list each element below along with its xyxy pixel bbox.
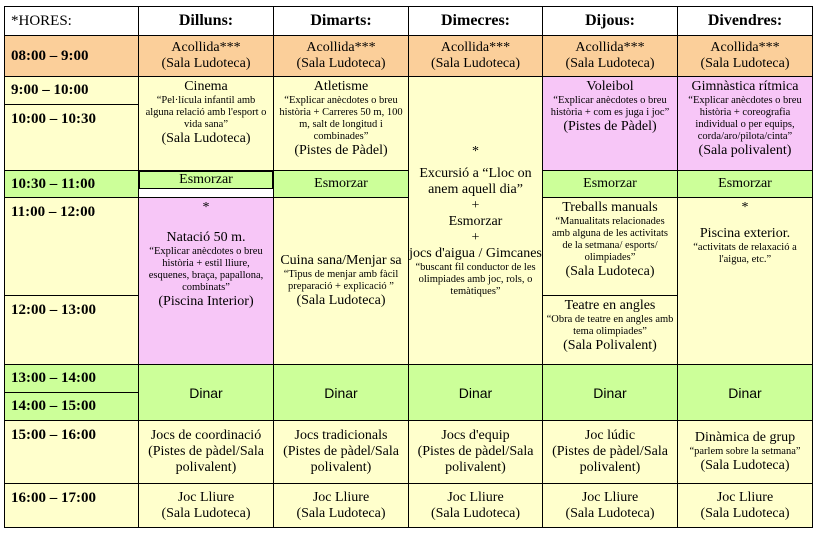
excursion-line2: Esmorzar bbox=[448, 213, 503, 229]
coordination-games-cell bbox=[139, 421, 274, 484]
lunch-monday: Dinar bbox=[139, 365, 274, 421]
rhythmic-gym-place: (Sala polivalent) bbox=[698, 143, 792, 158]
excursion-line1: Excursió a “Lloc on anem aquell dia” bbox=[419, 165, 532, 197]
free-play-place: (Sala Ludoteca) bbox=[296, 505, 386, 521]
team-games-title: Jocs d'equip bbox=[441, 428, 510, 443]
day-header-monday: Dilluns: bbox=[139, 7, 274, 36]
outdoor-pool-desc: “activitats de relaxació a l'aigua, etc.” bbox=[693, 242, 797, 265]
welcome-place: (Sala Ludoteca) bbox=[430, 56, 520, 71]
welcome-tuesday bbox=[274, 36, 409, 77]
time-0900: 9:00 – 10:00 bbox=[5, 77, 139, 105]
swimming-star: * bbox=[202, 200, 210, 215]
time-1000: 10:00 – 10:30 bbox=[5, 105, 139, 171]
time-1500: 15:00 – 16:00 bbox=[5, 421, 139, 484]
rhythmic-gym-desc: “Explicar anècdotes o breu història + coreografia individual o per equips, corda/aro/pilota/cinta” bbox=[688, 95, 802, 142]
lunch-tuesday: Dinar bbox=[274, 365, 409, 421]
row-1500 bbox=[5, 421, 813, 484]
swimming-desc: “Explicar anècdotes o breu història + estil lliure, esquenes, braça, papallona, combinats” bbox=[148, 246, 264, 293]
traditional-games-place: (Pistes de pàdel/Sala polivalent) bbox=[283, 444, 399, 475]
cinema-place: (Sala Ludoteca) bbox=[161, 131, 251, 146]
time-1300: 13:00 – 14:00 bbox=[5, 365, 139, 393]
swimming-place: (Piscina Interior) bbox=[158, 294, 254, 309]
free-play-title: Joc Lliure bbox=[447, 489, 504, 505]
row-0900 bbox=[5, 77, 813, 105]
english-theatre-cell bbox=[543, 296, 678, 365]
outdoor-pool-title: Piscina exterior. bbox=[699, 226, 791, 241]
lunch-wednesday: Dinar bbox=[409, 365, 543, 421]
athletics-title: Atletisme bbox=[313, 79, 369, 94]
outdoor-pool-star: * bbox=[741, 200, 749, 215]
rhythmic-gym-title: Gimnàstica rítmica bbox=[691, 79, 799, 94]
free-play-wednesday bbox=[409, 484, 543, 528]
healthy-cooking-desc: “Tipus de menjar amb fàcil preparació + explicació ” bbox=[283, 269, 399, 292]
coordination-games-title: Jocs de coordinació bbox=[150, 428, 262, 443]
welcome-title: Acollida*** bbox=[575, 40, 645, 55]
group-dynamics-title: Dinàmica de grup bbox=[694, 430, 796, 445]
excursion-line3: jocs d'aigua / Gimcanes bbox=[409, 245, 542, 261]
volleyball-desc: “Explicar anècdotes o breu història + com es juga i joc” bbox=[550, 95, 670, 118]
excursion-star: * bbox=[472, 143, 479, 159]
cinema-title: Cinema bbox=[184, 79, 228, 94]
welcome-place: (Sala Ludoteca) bbox=[296, 56, 386, 71]
welcome-friday bbox=[678, 36, 813, 77]
free-play-monday bbox=[139, 484, 274, 528]
athletics-cell bbox=[274, 77, 409, 171]
time-1200: 12:00 – 13:00 bbox=[5, 296, 139, 365]
swimming-cell bbox=[139, 198, 274, 365]
excursion-plus2: + bbox=[471, 229, 480, 245]
free-play-title: Joc Lliure bbox=[716, 489, 774, 505]
excursion-plus1: + bbox=[471, 197, 480, 213]
team-games-cell bbox=[409, 421, 543, 484]
swimming-title: Natació 50 m. bbox=[166, 230, 246, 245]
breakfast-tuesday: Esmorzar bbox=[274, 171, 409, 198]
excursion-cell bbox=[409, 77, 543, 365]
crafts-desc: “Manualitats relacionades amb alguna de les activitats de la setmana/ esports/ olimpiades” bbox=[551, 216, 669, 263]
english-theatre-title: Teatre en angles bbox=[564, 298, 656, 313]
free-play-thursday bbox=[543, 484, 678, 528]
team-games-place: (Pistes de pàdel/Sala polivalent) bbox=[417, 444, 534, 475]
time-1600: 16:00 – 17:00 bbox=[5, 484, 139, 528]
free-play-title: Joc Lliure bbox=[177, 489, 235, 505]
row-1600 bbox=[5, 484, 813, 528]
hours-header: *HORES: bbox=[5, 7, 139, 36]
welcome-thursday bbox=[543, 36, 678, 77]
time-1030: 10:30 – 11:00 bbox=[5, 171, 139, 198]
rhythmic-gym-cell bbox=[678, 77, 813, 171]
welcome-place: (Sala Ludoteca) bbox=[700, 56, 790, 71]
free-play-title: Joc Lliure bbox=[581, 489, 639, 505]
row-1300 bbox=[5, 365, 813, 393]
coordination-games-place: (Pistes de pàdel/Sala polivalent) bbox=[148, 444, 264, 475]
playful-game-title: Joc lúdic bbox=[584, 428, 636, 443]
welcome-title: Acollida*** bbox=[171, 40, 241, 55]
athletics-desc: “Explicar anècdotes o breu història + Carreres 50 m, 100 m, salt de longitud i combinades” bbox=[279, 95, 403, 142]
breakfast-thursday: Esmorzar bbox=[543, 171, 678, 198]
excursion-desc: “buscant fil conductor de les olimpiades amb joc, rols, o temàtiques” bbox=[415, 261, 536, 297]
volleyball-place: (Pistes de Pàdel) bbox=[563, 119, 657, 134]
crafts-place: (Sala Ludoteca) bbox=[565, 264, 655, 279]
volleyball-title: Voleibol bbox=[586, 79, 634, 94]
breakfast-monday: Esmorzar bbox=[139, 171, 273, 189]
group-dynamics-place: (Sala Ludoteca) bbox=[700, 458, 790, 473]
welcome-place: (Sala Ludoteca) bbox=[161, 56, 251, 71]
free-play-place: (Sala Ludoteca) bbox=[430, 505, 520, 521]
welcome-monday bbox=[139, 36, 274, 77]
cinema-cell bbox=[139, 77, 274, 171]
outdoor-pool-cell bbox=[678, 198, 813, 365]
time-0800: 08:00 – 9:00 bbox=[5, 36, 139, 77]
day-header-wednesday: Dimecres: bbox=[409, 7, 543, 36]
english-theatre-desc: “Obra de teatre en angles amb tema olimpiades” bbox=[546, 314, 674, 337]
healthy-cooking-cell bbox=[274, 198, 409, 365]
free-play-place: (Sala Ludoteca) bbox=[565, 505, 655, 521]
crafts-cell bbox=[543, 198, 678, 296]
free-play-place: (Sala Ludoteca) bbox=[161, 505, 251, 521]
free-play-place: (Sala Ludoteca) bbox=[700, 505, 790, 521]
schedule-table bbox=[4, 6, 813, 528]
lunch-friday: Dinar bbox=[678, 365, 813, 421]
crafts-title: Treballs manuals bbox=[562, 200, 658, 215]
welcome-title: Acollida*** bbox=[440, 40, 511, 55]
free-play-title: Joc Lliure bbox=[312, 489, 370, 505]
playful-game-cell bbox=[543, 421, 678, 484]
free-play-tuesday bbox=[274, 484, 409, 528]
english-theatre-place: (Sala Polivalent) bbox=[563, 338, 657, 353]
day-header-thursday: Dijous: bbox=[543, 7, 678, 36]
breakfast-friday: Esmorzar bbox=[678, 171, 813, 198]
group-dynamics-cell bbox=[678, 421, 813, 484]
time-1400: 14:00 – 15:00 bbox=[5, 393, 139, 421]
day-header-friday: Divendres: bbox=[678, 7, 813, 36]
lunch-thursday: Dinar bbox=[543, 365, 678, 421]
cinema-desc: “Pel·lícula infantil amb alguna relació amb l'esport o vida sana” bbox=[145, 95, 267, 130]
welcome-place: (Sala Ludoteca) bbox=[565, 56, 655, 71]
welcome-title: Acollida*** bbox=[306, 40, 376, 55]
volleyball-cell bbox=[543, 77, 678, 171]
healthy-cooking-title: Cuina sana/Menjar sa bbox=[280, 253, 402, 268]
athletics-place: (Pistes de Pàdel) bbox=[294, 143, 388, 158]
traditional-games-title: Jocs tradicionals bbox=[294, 428, 388, 443]
group-dynamics-desc: “parlem sobre la setmana” bbox=[689, 446, 801, 457]
healthy-cooking-place: (Sala Ludoteca) bbox=[296, 293, 386, 308]
free-play-friday bbox=[678, 484, 813, 528]
header-row bbox=[5, 7, 813, 36]
playful-game-place: (Pistes de pàdel/Sala polivalent) bbox=[552, 444, 668, 475]
traditional-games-cell bbox=[274, 421, 409, 484]
welcome-title: Acollida*** bbox=[710, 40, 780, 55]
welcome-wednesday bbox=[409, 36, 543, 77]
row-0800 bbox=[5, 36, 813, 77]
day-header-tuesday: Dimarts: bbox=[274, 7, 409, 36]
time-1100: 11:00 – 12:00 bbox=[5, 198, 139, 296]
